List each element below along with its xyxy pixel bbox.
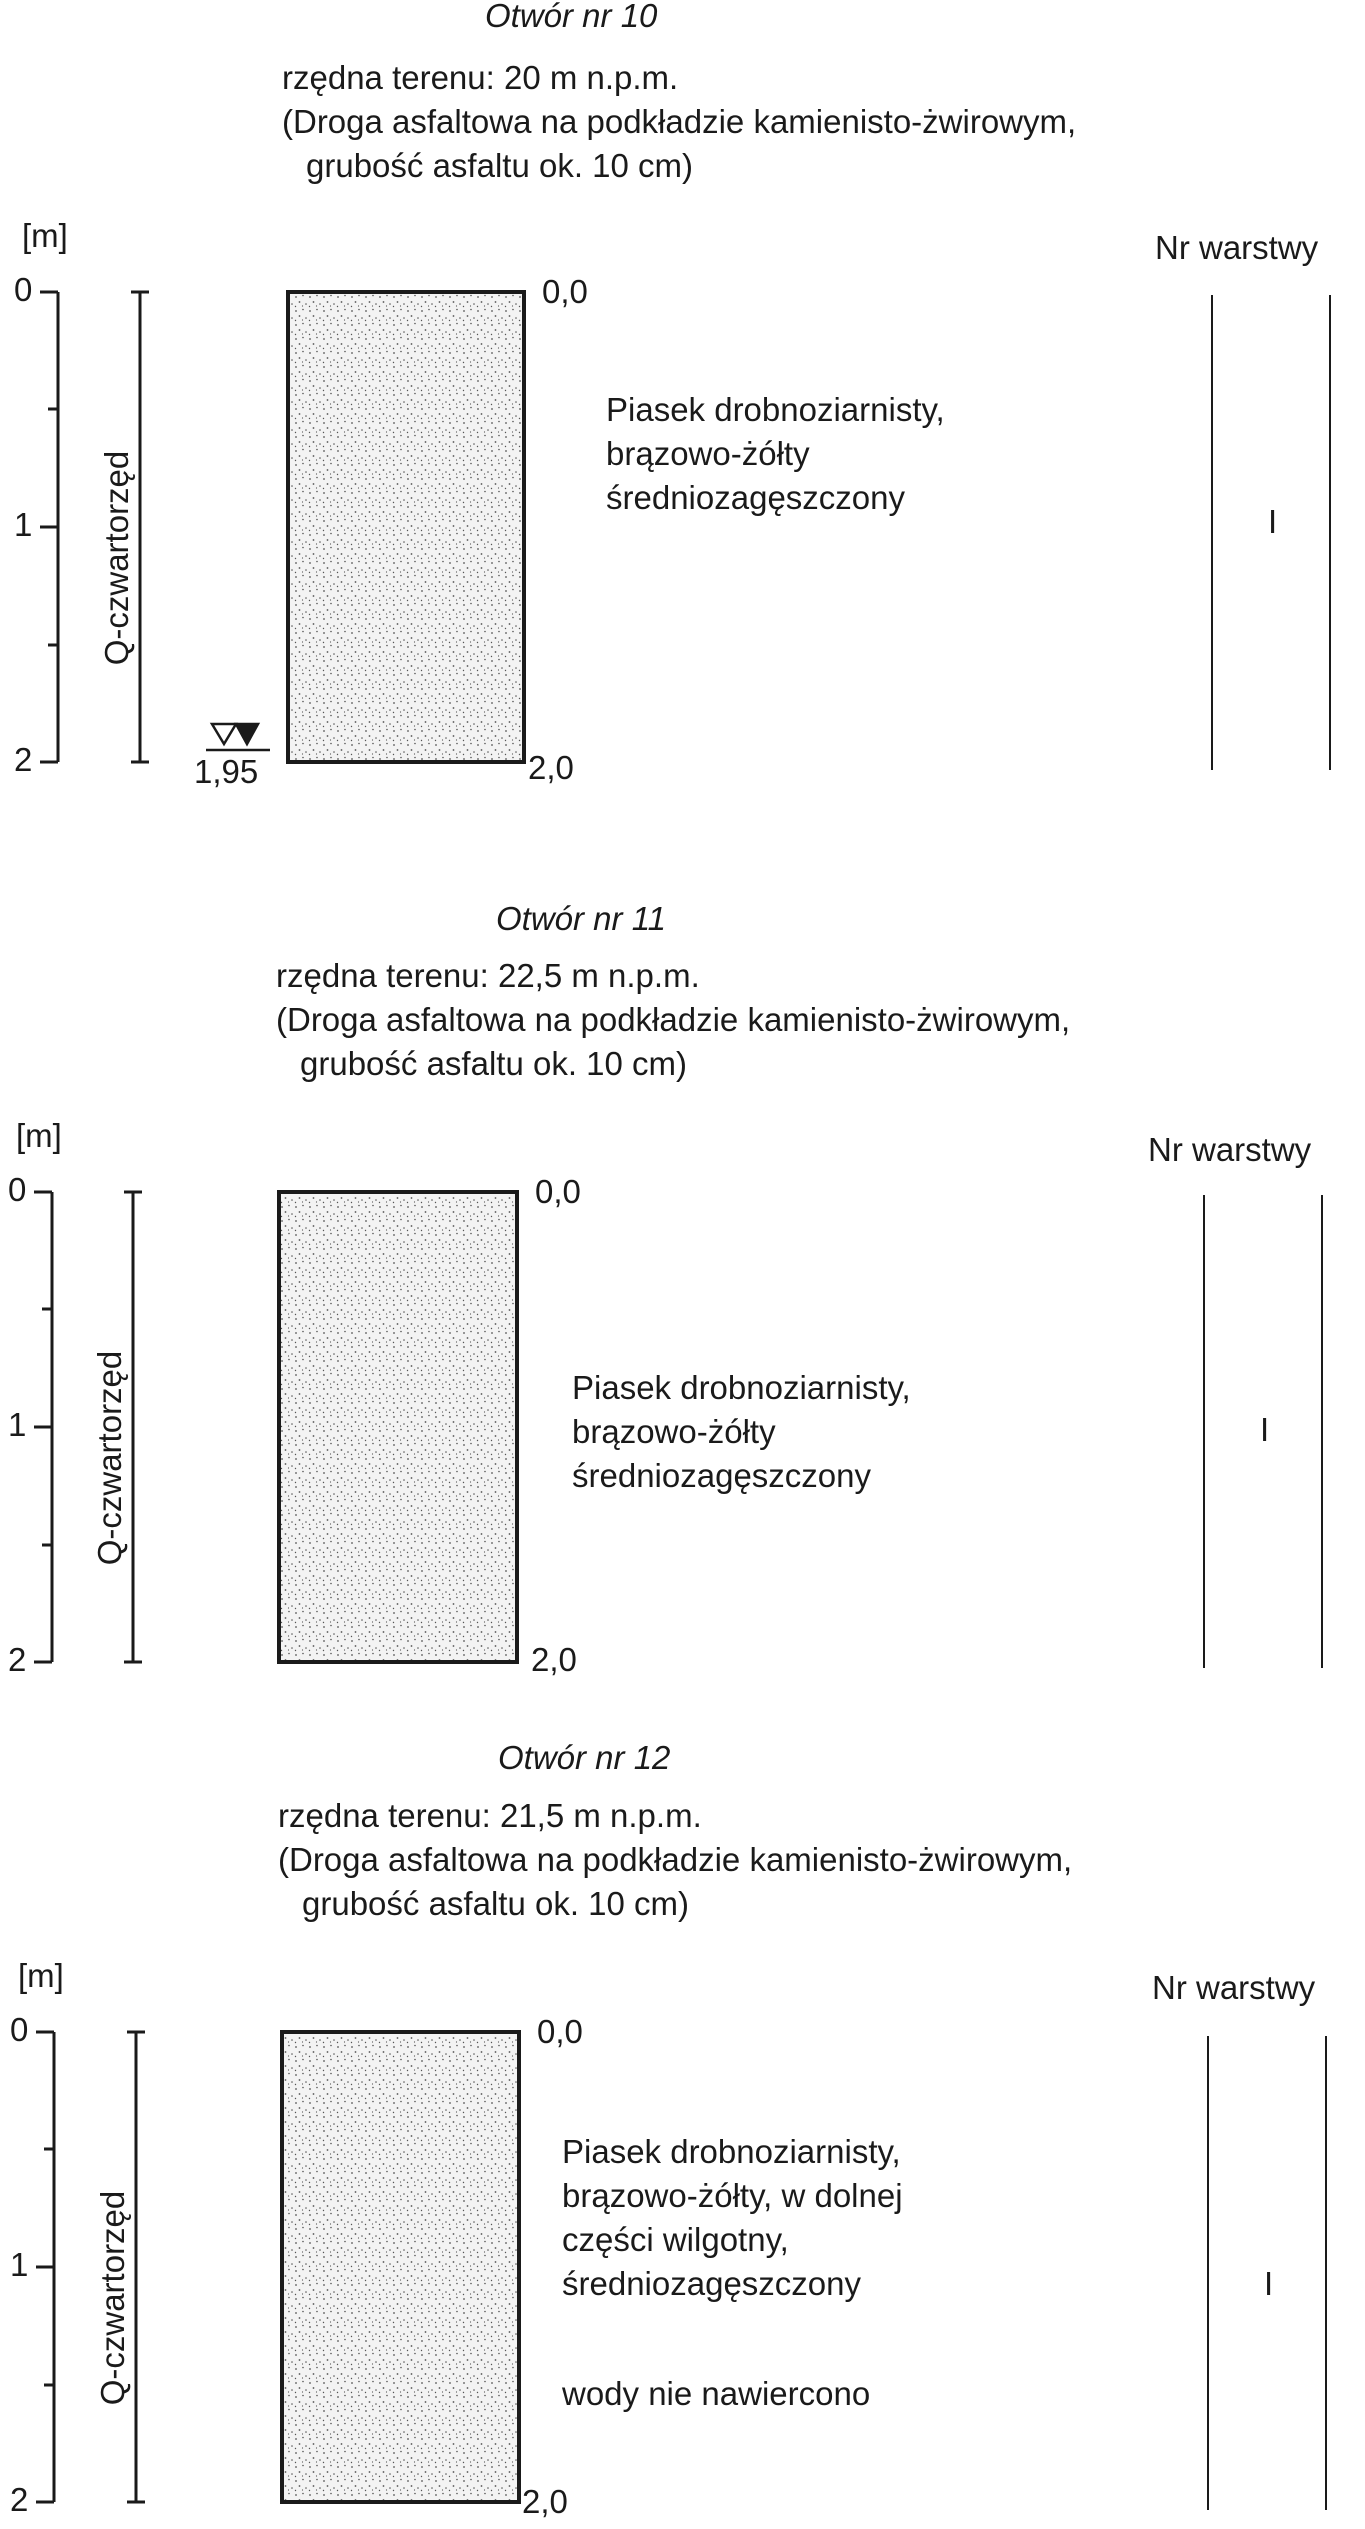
bottom-depth: 2,0 <box>528 749 574 786</box>
scale-unit: [m] <box>22 217 68 254</box>
layer-description-line: brązowo-żółty, w dolnej <box>562 2177 903 2214</box>
surface-note-line1: (Droga asfaltowa na podkładzie kamienisto-żwirowym, <box>276 1001 1071 1038</box>
layer-number: I <box>1260 1411 1270 1448</box>
layer-description-line: średniozagęszczony <box>562 2265 861 2302</box>
surface-note-line1: (Droga asfaltowa na podkładzie kamienisto-żwirowym, <box>282 103 1077 140</box>
stratigraphy-label: Q-czwartorzęd <box>98 450 135 666</box>
surface-note-line1: (Droga asfaltowa na podkładzie kamienisto-żwirowym, <box>278 1841 1073 1878</box>
surface-note-line2: grubość asfaltu ok. 10 cm) <box>302 1885 690 1922</box>
elevation-label: rzędna terenu: 20 m n.p.m. <box>282 59 679 96</box>
layer-description-line: Piasek drobnoziarnisty, <box>606 391 945 428</box>
top-depth: 0,0 <box>537 2013 583 2050</box>
borehole-title: Otwór nr 12 <box>498 1739 671 1776</box>
layer-column-title: Nr warstwy <box>1152 1969 1316 2006</box>
layer-description-line: brązowo-żółty <box>606 435 810 472</box>
borehole-title: Otwór nr 10 <box>485 0 658 34</box>
elevation-label: rzędna terenu: 22,5 m n.p.m. <box>276 957 700 994</box>
layer-number: I <box>1268 503 1278 540</box>
stratigraphy-label: Q-czwartorzęd <box>94 2190 131 2406</box>
layer-description-line: brązowo-żółty <box>572 1413 776 1450</box>
scale-tick-2: 2 <box>8 1641 27 1678</box>
scale-tick-0: 0 <box>14 271 33 308</box>
scale-tick-0: 0 <box>8 1171 27 1208</box>
layer-number: I <box>1264 2265 1274 2302</box>
scale-tick-2: 2 <box>14 741 33 778</box>
layer-description-line: średniozagęszczony <box>572 1457 871 1494</box>
elevation-label: rzędna terenu: 21,5 m n.p.m. <box>278 1797 702 1834</box>
soil-layer-sand <box>282 2032 519 2502</box>
scale-unit: [m] <box>16 1117 62 1154</box>
scale-unit: [m] <box>18 1957 64 1994</box>
scale-tick-0: 0 <box>10 2011 29 2048</box>
surface-note-line2: grubość asfaltu ok. 10 cm) <box>306 147 694 184</box>
scale-tick-1: 1 <box>14 506 33 543</box>
layer-description-line: średniozagęszczony <box>606 479 905 516</box>
water-level-value: 1,95 <box>194 753 259 790</box>
layer-description-line: Piasek drobnoziarnisty, <box>562 2133 901 2170</box>
stratigraphy-label: Q-czwartorzęd <box>91 1350 128 1566</box>
layer-description-line: części wilgotny, <box>562 2221 789 2258</box>
bottom-depth: 2,0 <box>522 2483 568 2520</box>
scale-tick-1: 1 <box>10 2246 29 2283</box>
layer-description-line: wody nie nawiercono <box>562 2375 871 2412</box>
borehole-title: Otwór nr 11 <box>496 900 666 937</box>
surface-note-line2: grubość asfaltu ok. 10 cm) <box>300 1045 688 1082</box>
bottom-depth: 2,0 <box>531 1641 577 1678</box>
layer-column-title: Nr warstwy <box>1148 1131 1312 1168</box>
scale-tick-1: 1 <box>8 1406 27 1443</box>
layer-column-title: Nr warstwy <box>1155 229 1319 266</box>
scale-tick-2: 2 <box>10 2481 29 2518</box>
top-depth: 0,0 <box>535 1173 581 1210</box>
layer-description-line: Piasek drobnoziarnisty, <box>572 1369 911 1406</box>
top-depth: 0,0 <box>542 273 588 310</box>
